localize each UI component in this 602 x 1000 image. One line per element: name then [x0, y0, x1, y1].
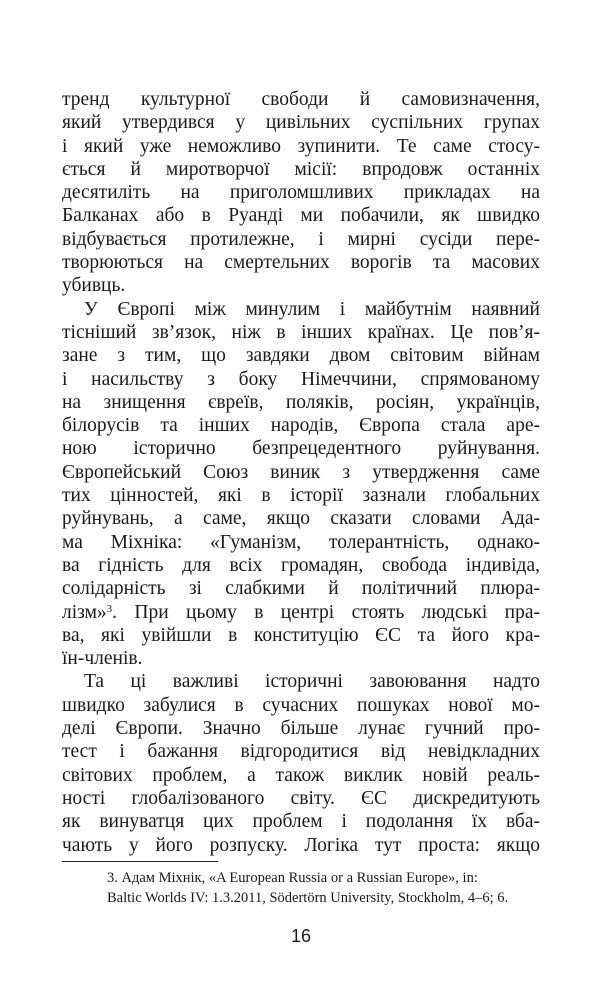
- text-line: [62, 601, 540, 624]
- text-line: У Європі між минулим і майбутнім наявний: [84, 298, 540, 320]
- text-line: Балканах або в Руанді ми побачили, як швидко: [62, 205, 540, 227]
- text-line: Європейський Союз виник з утвердження саме: [62, 461, 540, 483]
- text-line: ється й миротворчої місії: впродовж останніх: [62, 158, 540, 180]
- text-line: ва, які увійшли в конституцію ЄС та його кра-: [62, 624, 540, 646]
- text-line: відбувається протилежне, і мирні сусіди пере-: [62, 228, 540, 250]
- paragraph: [62, 670, 540, 856]
- text-line: убивць.: [62, 275, 126, 297]
- text-line: Та ці важливі історичні завоювання надто: [84, 671, 540, 693]
- text-line: делі Європи. Значно більше лунає гучний про-: [62, 718, 540, 740]
- text-line: ності глобалізованого світу. ЄС дискредитують: [62, 787, 540, 809]
- text-line: тренд культурної свободи й самовизначення,: [62, 89, 540, 110]
- text-line: тест і бажання відгородитися від невідкладних: [62, 741, 540, 763]
- paragraph: [62, 88, 540, 298]
- text-line: руйнувань, а саме, якщо сказати словами Ада-: [62, 508, 540, 530]
- footnote-reference[interactable]: 3: [106, 602, 113, 615]
- text-line: чають у його розпуску. Логіка тут проста: якщо: [62, 834, 540, 856]
- paragraph: [62, 298, 540, 671]
- text-line: ва гідність для всіх громадян, свобода індивіда,: [62, 554, 540, 576]
- text-line: білорусів та інших народів, Європа стала аре-: [62, 415, 540, 437]
- footnote-divider: [62, 861, 218, 862]
- text-line: творюються на смертельних ворогів та масових: [62, 252, 540, 274]
- footnote: [107, 868, 547, 908]
- text-line: зане з тим, що завдяки двом світовим війнам: [62, 345, 540, 367]
- text-line: швидко забулися в сучасних пошуках нової мо-: [62, 694, 540, 716]
- text-line: тісніший зв’язок, ніж в інших країнах. Це пов’я-: [62, 321, 540, 343]
- text-line: солідарність зі слабкими й політичний плюра-: [62, 578, 540, 600]
- text-line: тих цінностей, які в історії зазнали глобальних: [62, 485, 540, 507]
- text-line: і який уже неможливо зупинити. Те саме стосу-: [62, 135, 540, 157]
- footnote-line: Baltic Worlds IV: 1.3.2011, Södertörn University, Stockholm, 4–6; 6.: [107, 890, 509, 906]
- page-number: 16: [290, 926, 312, 946]
- text-line: ма Міхніка: «Гуманізм, толерантність, однако-: [62, 531, 540, 553]
- text-line: світових проблем, а також виклик новій реаль-: [62, 764, 540, 786]
- text-line: на знищення євреїв, поляків, росіян, українців,: [62, 391, 540, 413]
- text-line: як винуватця цих проблем і подолання їх вба-: [62, 811, 540, 833]
- body-text: [62, 88, 540, 857]
- text-segment: . При цьому в центрі стоять людські пра-: [112, 601, 540, 623]
- footnote-line: 3. Адам Міхнік, «A European Russia or a Russian Europe», in:: [107, 870, 478, 886]
- text-line: і насильству з боку Німеччини, спрямованому: [62, 368, 540, 390]
- text-segment: лізм»: [62, 601, 107, 623]
- text-line: їн-членів.: [62, 648, 143, 670]
- text-line: десятиліть на приголомшливих прикладах на: [62, 182, 540, 204]
- text-line: який утвердився у цивільних суспільних групах: [62, 112, 540, 134]
- text-line: ною історично безпрецедентного руйнування.: [62, 438, 540, 460]
